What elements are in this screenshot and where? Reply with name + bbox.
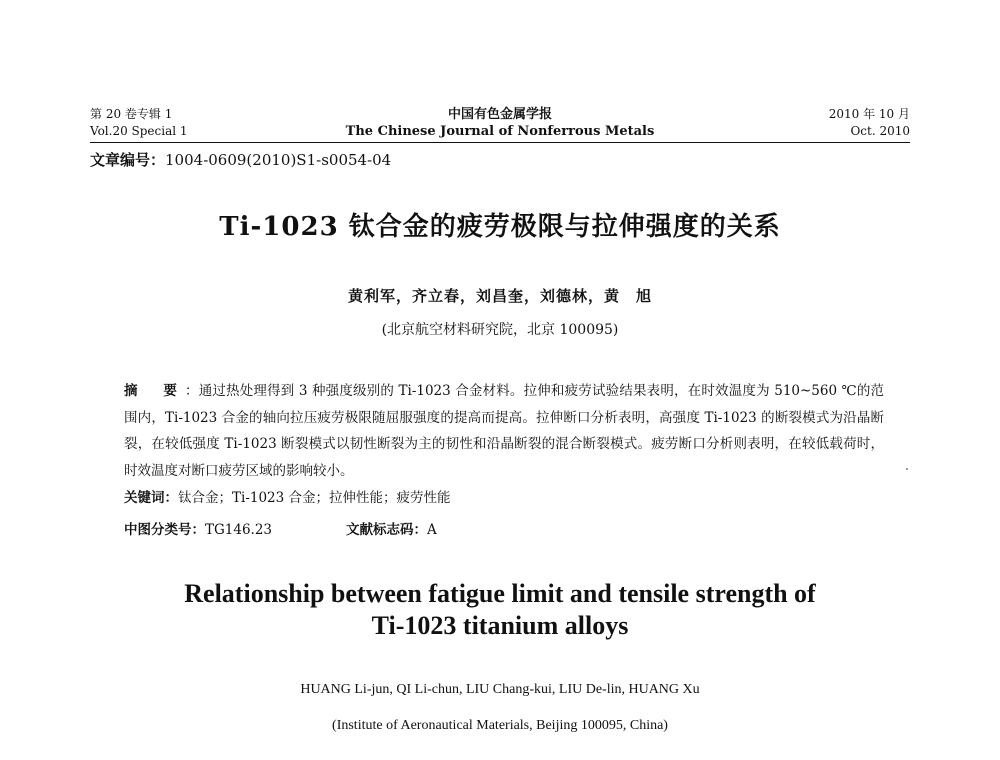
journal-name-en: The Chinese Journal of Nonferrous Metals <box>345 124 655 139</box>
journal-name <box>90 106 910 140</box>
date-cn: 2010 年 10 月 <box>828 107 910 121</box>
document-code-value: A <box>427 522 437 538</box>
article-number-value: 1004-0609(2010)S1-s0054-04 <box>165 151 392 169</box>
journal-name-cn: 中国有色金属学报 <box>447 107 552 122</box>
affiliation-cn: (北京航空材料研究院，北京 100095) <box>381 322 619 338</box>
classification-label: 中图分类号： <box>124 522 205 538</box>
document-code <box>346 518 437 538</box>
affiliation-en: (Institute of Aeronautical Materials, Beijing 100095, China) <box>332 718 668 733</box>
scan-speck <box>906 468 908 470</box>
article-number-label: 文章编号： <box>90 151 166 169</box>
keywords-value: 钛合金；Ti-1023 合金；拉伸性能；疲劳性能 <box>178 490 451 506</box>
title-en-line2: Ti-1023 titanium alloys <box>371 611 629 640</box>
authors-en: HUANG Li-jun, QI Li-chun, LIU Chang-kui, LIU De-lin, HUANG Xu <box>300 682 700 697</box>
classification <box>124 518 624 538</box>
header-divider <box>90 142 910 143</box>
article-number <box>90 149 391 170</box>
abstract-cn <box>124 378 884 484</box>
issue-date <box>829 106 910 140</box>
keywords-label: 关键词： <box>124 490 178 506</box>
title-cn: Ti-1023 钛合金的疲劳极限与拉伸强度的关系 <box>219 212 781 242</box>
volume-cn: 第 20 卷专辑 1 <box>90 107 173 121</box>
document-code-label: 文献标志码： <box>346 522 427 538</box>
date-en: Oct. 2010 <box>850 124 910 138</box>
volume-en: Vol.20 Special 1 <box>90 124 188 138</box>
keywords <box>124 486 451 506</box>
title-en-line1: Relationship between fatigue limit and tensile strength of <box>184 579 816 608</box>
authors-cn: 黄利军，齐立春，刘昌奎，刘德林，黄 旭 <box>347 287 652 305</box>
abstract-text: ：通过热处理得到 3 种强度级别的 Ti-1023 合金材料。拉伸和疲劳试验结果表明，在时效温度为 510~560 ℃的范围内，Ti-1023 合金的轴向拉压疲劳极限随屈服强度的提高而提高。拉伸断口分析表明，高强度 Ti-1023 的断裂模式为沿晶断裂，在较低强度 Ti-1023 断裂模式以韧性断裂为主的韧性和沿晶断裂的混合断裂模式。疲劳断口分析则表明，在较低载荷时，时效温度对断口疲劳区域的影响较小。 <box>124 383 884 479</box>
abstract-label: 摘 要 <box>124 383 184 399</box>
classification-value: TG146.23 <box>205 522 273 538</box>
journal-header <box>90 106 910 146</box>
title-en <box>0 578 1000 642</box>
